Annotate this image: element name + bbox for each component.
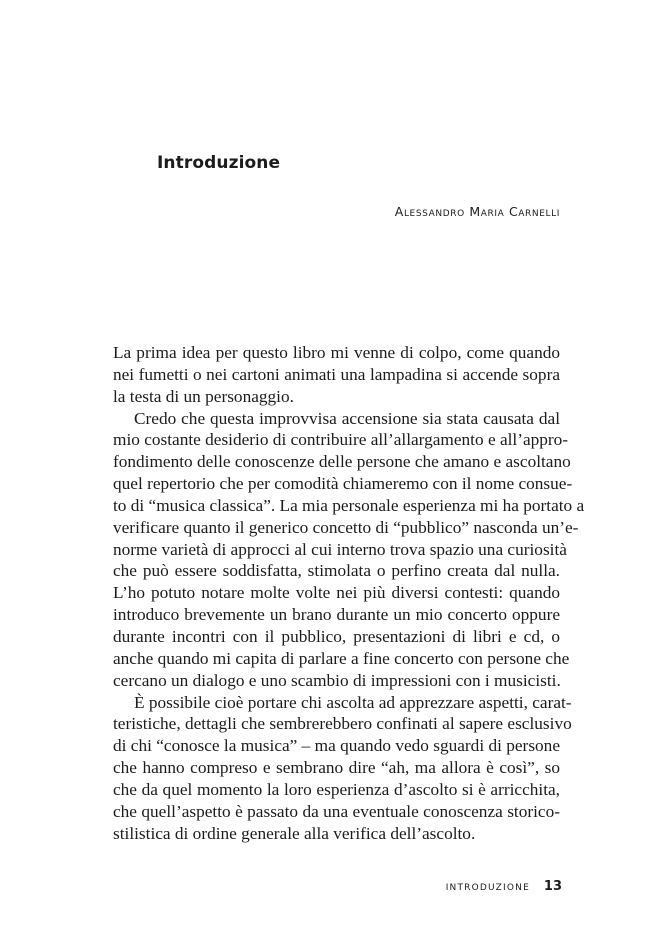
page-number: 13 xyxy=(543,879,562,894)
paragraph-line: introduco brevemente un brano durante un mio concerto oppure xyxy=(113,605,560,625)
paragraph-line: È possibile cioè portare chi ascolta ad apprezzare aspetti, carat- xyxy=(134,692,572,712)
paragraph-line: anche quando mi capita di parlare a fine concerto con persone che xyxy=(113,648,570,668)
paragraph-line: di chi “conosce la musica” – ma quando vedo sguardi di persone xyxy=(113,736,560,756)
paragraph-line: durante incontri con il pubblico, presentazioni di libri e cd, o xyxy=(113,626,560,646)
paragraph-line: che da quel momento la loro esperienza d’ascolto si è arricchita, xyxy=(113,779,560,799)
paragraph-line: la testa di un personaggio. xyxy=(113,386,294,406)
paragraph-line: teristiche, dettagli che sembrerebbero confinati al sapere esclusivo xyxy=(113,714,572,734)
paragraph-line: mio costante desiderio di contribuire all’allargamento e all’appro- xyxy=(113,430,569,450)
paragraph-line: cercano un dialogo e uno scambio di impressioni con i musicisti. xyxy=(113,670,561,690)
paragraph-line: fondimento delle conoscenze delle persone che amano e ascoltano xyxy=(113,452,571,472)
paragraph-line: to di “musica classica”. La mia personale esperienza mi ha portato a xyxy=(113,495,585,515)
paragraph-line: L’ho potuto notare molte volte nei più diversi contesti: quando xyxy=(113,583,560,603)
paragraph-line: norme varietà di approcci al cui interno trova spazio una curiosità xyxy=(113,539,567,559)
paragraph-line: che hanno compreso e sembrano dire “ah, ma allora è così”, so xyxy=(113,758,560,778)
paragraph-line: Credo che questa improvvisa accensione sia stata causata dal xyxy=(134,408,560,428)
paragraph-line: che quell’aspetto è passato da una eventuale conoscenza storico- xyxy=(113,801,560,821)
paragraph-line: che può essere soddisfatta, stimolata o perfino creata dal nulla. xyxy=(113,561,560,581)
paragraph-line: La prima idea per questo libro mi venne di colpo, come quando xyxy=(113,343,560,362)
paragraph-line: stilistica di ordine generale alla verifica dell’ascolto. xyxy=(113,823,476,843)
paragraph-line: nei fumetti o nei cartoni animati una lampadina si accende sopra xyxy=(113,364,560,384)
body-text xyxy=(113,342,585,844)
chapter-author: Alessandro Maria Carnelli xyxy=(394,204,560,219)
paragraph-line: verificare quanto il generico concetto di “pubblico” nasconda un’e- xyxy=(113,517,579,537)
running-head: INTRODUZIONE xyxy=(445,883,530,893)
paragraph-line: quel repertorio che per comodità chiameremo con il nome consue- xyxy=(113,474,573,494)
chapter-title: Introduzione xyxy=(157,153,281,173)
